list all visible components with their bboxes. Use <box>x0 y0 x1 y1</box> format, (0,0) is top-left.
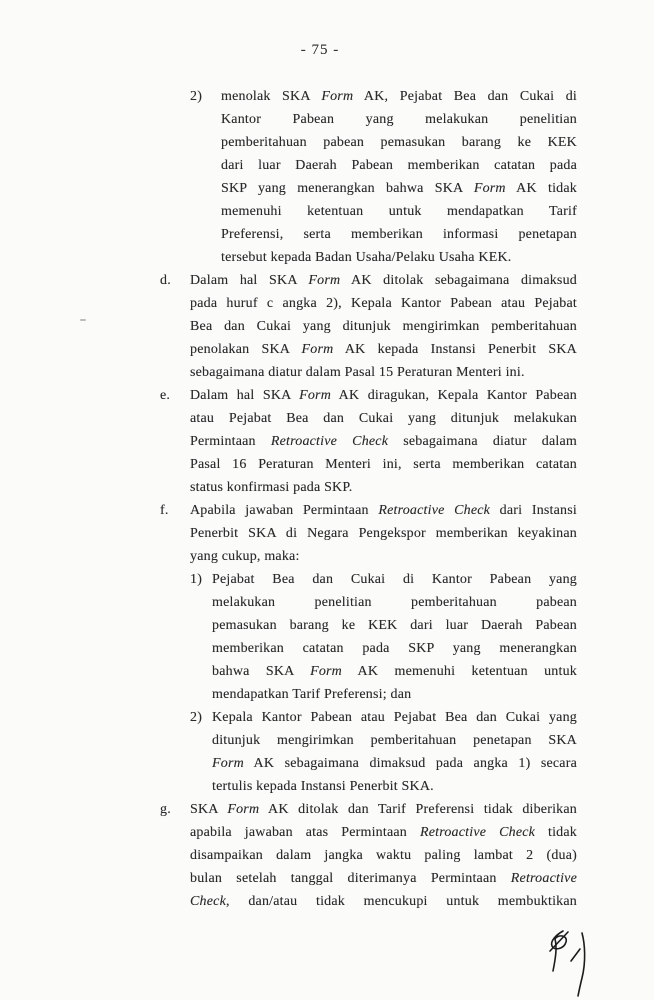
text-line: memenuhi ketentuan untuk mendapatkan Tarif <box>221 204 577 219</box>
list-item-label: g. <box>160 802 171 817</box>
text-line: pemasukan barang ke KEK dari luar Daerah Pabean <box>212 618 577 633</box>
text-line: Kepala Kantor Pabean atau Pejabat Bea dan Cukai yang <box>212 710 577 725</box>
list-item <box>0 568 654 706</box>
text-line: memberikan catatan pada SKP yang menerangkan <box>212 641 577 656</box>
text-line: Dalam hal SKA Form AK diragukan, Kepala Kantor Pabean <box>190 388 577 403</box>
list-item-label: 2) <box>190 89 203 104</box>
text-line: sebagaimana diatur dalam Pasal 15 Peraturan Menteri ini. <box>190 365 525 380</box>
text-line: menolak SKA Form AK, Pejabat Bea dan Cukai di <box>221 89 577 104</box>
text-line: apabila jawaban atas Permintaan Retroactive Check tidak <box>190 825 577 840</box>
text-line: Dalam hal SKA Form AK ditolak sebagaimana dimaksud <box>190 273 577 288</box>
text-line: Preferensi, serta memberikan informasi penetapan <box>221 227 577 242</box>
text-line: Pasal 16 Peraturan Menteri ini, serta memberikan catatan <box>190 457 577 472</box>
text-line: tertulis kepada Instansi Penerbit SKA. <box>212 779 434 794</box>
list-item-text <box>212 568 577 706</box>
text-line: Kantor Pabean yang melakukan penelitian <box>221 112 577 127</box>
initial-right-tick <box>571 949 580 961</box>
list-item <box>0 384 654 499</box>
list-item <box>0 499 654 568</box>
text-line: pada huruf c angka 2), Kepala Kantor Pabean atau Pejabat <box>190 296 577 311</box>
handwritten-initials <box>540 918 610 1000</box>
text-line: melakukan penelitian pemberitahuan pabean <box>212 595 577 610</box>
text-line: bulan setelah tanggal diterimanya Permintaan Retroactive <box>190 871 577 886</box>
list-item-text <box>190 269 577 384</box>
list-item-text <box>190 798 577 913</box>
list-item-text <box>190 499 577 568</box>
list-item <box>0 269 654 384</box>
list-item-text <box>221 85 577 269</box>
text-line: Pejabat Bea dan Cukai di Kantor Pabean yang <box>212 572 577 587</box>
list-item-label: 1) <box>190 572 203 587</box>
list-item-label: e. <box>160 388 171 403</box>
text-line: yang cukup, maka: <box>190 549 300 564</box>
list-item-label: 2) <box>190 710 203 725</box>
text-line: disampaikan dalam jangka waktu paling lambat 2 (dua) <box>190 848 577 863</box>
text-line: ditunjuk mengirimkan pemberitahuan penetapan SKA <box>212 733 577 748</box>
text-line: mendapatkan Tarif Preferensi; dan <box>212 687 412 702</box>
list-item <box>0 85 654 269</box>
list-item-label: d. <box>160 273 171 288</box>
text-line: dari luar Daerah Pabean memberikan catatan pada <box>221 158 577 173</box>
text-line: pemberitahuan pabean pemasukan barang ke KEK <box>221 135 577 150</box>
list-item-text <box>212 706 577 798</box>
list-item <box>0 798 654 913</box>
text-line: atau Pejabat Bea dan Cukai yang ditunjuk melakukan <box>190 411 577 426</box>
text-line: Permintaan Retroactive Check sebagaimana diatur dalam <box>190 434 577 449</box>
text-line: Bea dan Cukai yang ditunjuk mengirimkan pemberitahuan <box>190 319 577 334</box>
text-line: Apabila jawaban Permintaan Retroactive Check dari Instansi <box>190 503 577 518</box>
text-line: penolakan SKA Form AK kepada Instansi Penerbit SKA <box>190 342 577 357</box>
text-line: bahwa SKA Form AK memenuhi ketentuan untuk <box>212 664 577 679</box>
text-line: Check, dan/atau tidak mencukupi untuk membuktikan <box>190 894 577 909</box>
initial-right-stem <box>578 933 585 996</box>
text-line: status konfirmasi pada SKP. <box>190 480 353 495</box>
list-item <box>0 706 654 798</box>
text-line: tersebut kepada Badan Usaha/Pelaku Usaha KEK. <box>221 250 512 265</box>
text-line: SKA Form AK ditolak dan Tarif Preferensi tidak diberikan <box>190 802 577 817</box>
text-line: SKP yang menerangkan bahwa SKA Form AK tidak <box>221 181 577 196</box>
list-item-label: f. <box>160 503 169 518</box>
text-line: Penerbit SKA di Negara Pengekspor memberikan keyakinan <box>190 526 577 541</box>
document-body <box>0 85 654 913</box>
page-number: - 75 - <box>300 42 340 58</box>
list-item-text <box>190 384 577 499</box>
text-line: Form AK sebagaimana dimaksud pada angka 1) secara <box>212 756 577 771</box>
